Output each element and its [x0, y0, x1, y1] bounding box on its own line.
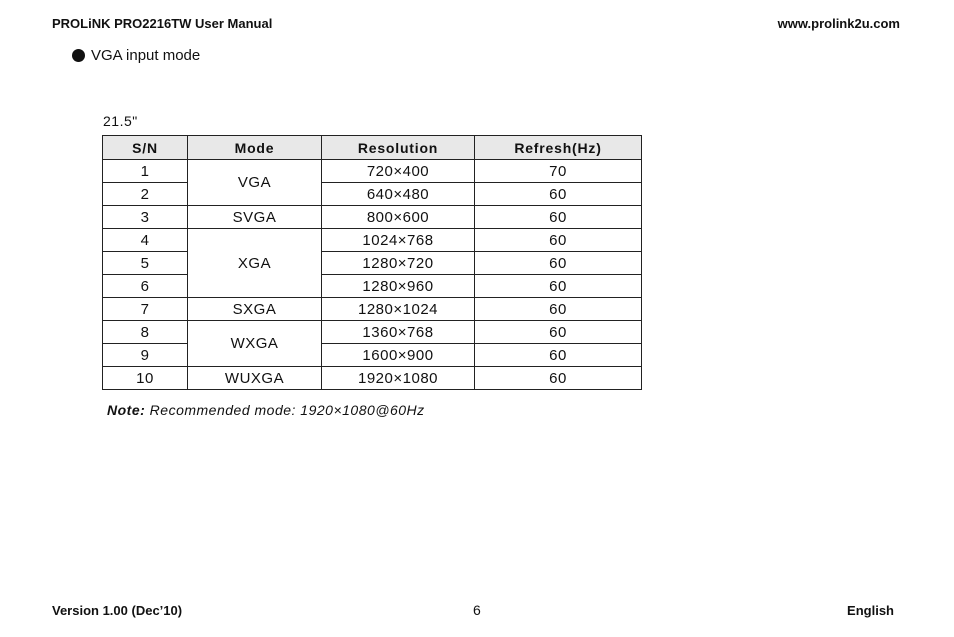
cell-resolution: 720×400 — [322, 160, 475, 183]
cell-resolution: 1920×1080 — [322, 367, 475, 390]
cell-resolution: 1024×768 — [322, 229, 475, 252]
recommendation-note — [107, 402, 425, 418]
cell-mode: XGA — [188, 229, 322, 298]
header-website: www.prolink2u.com — [777, 16, 900, 31]
cell-sn: 6 — [103, 275, 188, 298]
cell-mode: SVGA — [188, 206, 322, 229]
table-row — [103, 344, 642, 367]
header-sn: S/N — [103, 136, 188, 160]
cell-mode: SXGA — [188, 298, 322, 321]
cell-resolution: 1280×1024 — [322, 298, 475, 321]
cell-resolution: 1280×960 — [322, 275, 475, 298]
note-label: Note: — [107, 402, 146, 418]
cell-resolution: 1280×720 — [322, 252, 475, 275]
table-row — [103, 206, 642, 229]
table-row — [103, 321, 642, 344]
cell-resolution: 1600×900 — [322, 344, 475, 367]
header-mode: Mode — [188, 136, 322, 160]
page-number: 6 — [473, 602, 481, 618]
cell-refresh: 60 — [475, 229, 642, 252]
cell-sn: 10 — [103, 367, 188, 390]
cell-mode: WXGA — [188, 321, 322, 367]
table-row — [103, 183, 642, 206]
cell-resolution: 1360×768 — [322, 321, 475, 344]
header-resolution: Resolution — [322, 136, 475, 160]
cell-refresh: 60 — [475, 321, 642, 344]
header-title: PROLiNK PRO2216TW User Manual — [52, 16, 273, 31]
screen-size-label: 21.5" — [103, 113, 138, 129]
cell-refresh: 60 — [475, 344, 642, 367]
cell-mode: VGA — [188, 160, 322, 206]
note-text: Recommended mode: 1920×1080@60Hz — [149, 402, 425, 418]
table-row — [103, 275, 642, 298]
table-row — [103, 298, 642, 321]
cell-refresh: 70 — [475, 160, 642, 183]
footer-version: Version 1.00 (Dec’10) — [52, 603, 183, 618]
cell-sn: 8 — [103, 321, 188, 344]
bullet-dot-icon — [72, 49, 85, 62]
table-row — [103, 252, 642, 275]
cell-resolution: 640×480 — [322, 183, 475, 206]
cell-refresh: 60 — [475, 275, 642, 298]
table-row — [103, 229, 642, 252]
cell-refresh: 60 — [475, 367, 642, 390]
section-heading — [72, 47, 200, 64]
header-refresh: Refresh(Hz) — [475, 136, 642, 160]
cell-sn: 3 — [103, 206, 188, 229]
cell-sn: 9 — [103, 344, 188, 367]
cell-sn: 1 — [103, 160, 188, 183]
footer-language: English — [847, 603, 894, 618]
cell-sn: 4 — [103, 229, 188, 252]
cell-mode: WUXGA — [188, 367, 322, 390]
cell-refresh: 60 — [475, 298, 642, 321]
cell-refresh: 60 — [475, 183, 642, 206]
vga-mode-table — [102, 135, 642, 390]
cell-sn: 5 — [103, 252, 188, 275]
section-heading-text: VGA input mode — [91, 47, 201, 64]
cell-sn: 2 — [103, 183, 188, 206]
cell-refresh: 60 — [475, 252, 642, 275]
table-row — [103, 160, 642, 183]
table-row — [103, 367, 642, 390]
cell-resolution: 800×600 — [322, 206, 475, 229]
cell-refresh: 60 — [475, 206, 642, 229]
table-header-row — [103, 136, 642, 160]
cell-sn: 7 — [103, 298, 188, 321]
